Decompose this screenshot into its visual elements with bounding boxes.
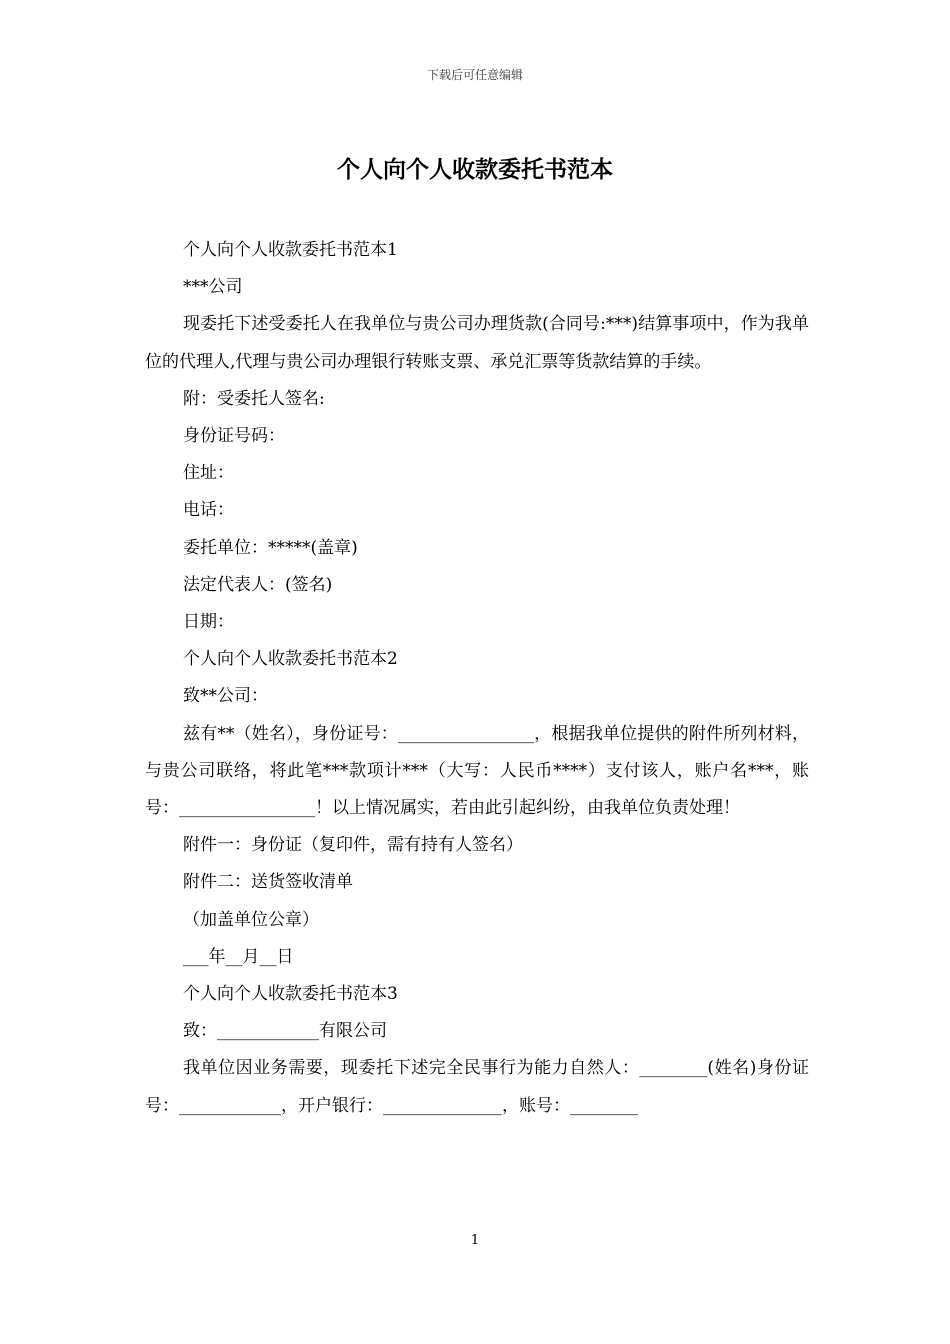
sample2-heading: 个人向个人收款委托书范本2 (183, 649, 398, 670)
sample2-attachment1: 附件一：身份证（复印件，需有持有人签名） (183, 835, 523, 856)
sample1-phone: 电话： (183, 500, 234, 521)
sample1-addressee: ***公司 (183, 277, 243, 298)
sample1-address: 住址： (183, 463, 234, 484)
header-note: 下载后可任意编辑 (426, 68, 523, 82)
page-number: 1 (470, 1233, 480, 1248)
sample2-seal: （加盖单位公章） (183, 909, 319, 930)
sample2-attachment2: 附件二：送货签收清单 (183, 872, 353, 893)
sample1-attach-signature: 附：受委托人签名: (183, 388, 325, 409)
sample3-body: 我单位因业务需要，现委托下述完全民事行为能力自然人：________(姓名)身份证号：____________，开户银行：______________，账号：________ (145, 1058, 809, 1116)
sample1-body: 现委托下述受委托人在我单位与贵公司办理货款(合同号:***)结算事项中，作为我单位的代理人,代理与贵公司办理银行转账支票、承兑汇票等货款结算的手续。 (145, 314, 809, 372)
sample1-entrusting-unit: 委托单位：*****(盖章) (183, 537, 358, 558)
sample3-heading: 个人向个人收款委托书范本3 (183, 984, 398, 1005)
sample2-body: 兹有**（姓名），身份证号：________________，根据我单位提供的附件所列材料，与贵公司联络，将此笔***款项计***（大写：人民币****）支付该人，账户名***，账号：________________！以上情况属实，若由此引起纠纷，由我单位负责处理！ (145, 723, 809, 819)
sample1-heading: 个人向个人收款委托书范本1 (183, 240, 398, 260)
sample1-id-number: 身份证号码： (183, 426, 285, 447)
sample2-date: ___年__月__日 (183, 946, 294, 967)
sample1-legal-rep: 法定代表人：(签名) (183, 574, 333, 595)
sample1-date: 日期： (183, 612, 234, 633)
document-title: 个人向个人收款委托书范本 (337, 156, 613, 183)
sample2-addressee: 致**公司： (183, 686, 268, 707)
document-body (145, 232, 809, 1125)
sample3-addressee: 致：____________有限公司 (183, 1021, 387, 1042)
